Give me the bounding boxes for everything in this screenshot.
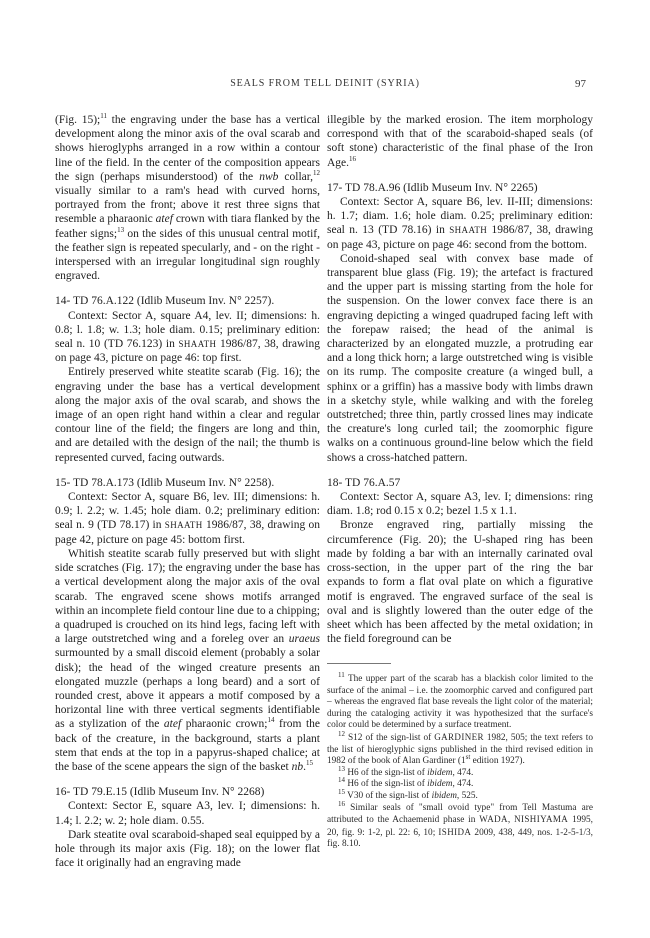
page-number: 97 [575, 78, 586, 90]
entry-description-18: Bronze engraved ring, partially missing the circumference (Fig. 20); the U-shaped ring has been made by folding a bar with an internally carinated oval cross-section, in the upper part of the ring the bar expands to form a flat oval plate on which a figurative motif is engraved. The engraved surface of the seal is oval and is slightly lowered than the outer edge of the sheet which has been affected by the metal oxidation; in the field foreground can be [327, 519, 593, 646]
footnote-12: $^{12}$ S12 of the sign-list of GARDINER 1982, 505; the text refers to the list of hieroglyphic signs published in the third revised edition in 1982 of the book of Alan Gardiner (1st edition 1927). [327, 729, 593, 767]
page-header [0, 78, 650, 94]
entry-description-17: Conoid-shaped seal with convex base made of transparent blue glass (Fig. 19); the artefact is fractured and the upper part is missing starting from the hole for the suspension. On the lower convex face there is an engraving depicting a winged quadruped facing left with the forepaw raised; the head of the animal is characterized by an elongated muzzle, a protruding ear and a long thick horn; a large outstretched wing is visible on its rump. The composite creature (a winged bull, a sphinx or a griffin) has a massive body with limbs drawn in a sketchy style, while walking and with the foreleg outstretched; three thin, partly crossed lines may indicate the creature's long curled tail; the zoomorphic figure walks on a continuous ground-line below which the field shows a cross-hatched pattern. [327, 252, 593, 464]
entry-title-14: 14- TD 76.A.122 (Idlib Museum Inv. N° 2257). [55, 295, 275, 308]
footnote-separator [327, 663, 391, 664]
footnote-ref[interactable]: 16 [349, 154, 357, 163]
running-title: SEALS FROM TELL DEINIT (SYRIA) [230, 78, 420, 89]
entry-title-15: 15- TD 78.A.173 (Idlib Museum Inv. N° 2258). [55, 476, 275, 489]
footnote-11: $^{11}$ The upper part of the scarab has a blackish color limited to the surface of the animal – i.e. the zoomorphic carved and configured part – whereas the engraved flat base reveals the light color of the material; during the cataloging activity it was hypothesized that the surface's color could be determined by a surface treatment. [327, 670, 593, 731]
entry-description-14: Entirely preserved white steatite scarab (Fig. 16); the engraving under the base has a vertical development along the major axis of the oval scarab, and shows the image of an open right hand within a clear and regular contour line of the field; the fingers are long and thin, and are detailed with the design of the nail; the thumb is represented curved, facing outwards. [55, 366, 320, 464]
entry-context-18: Context: Sector A, square A3, lev. I; dimensions: ring diam. 1.8; rod 0.15 x 0.2; bezel 1.5 x 1.1. [327, 491, 593, 518]
footnote-ref[interactable]: 12 [313, 168, 321, 177]
right-column [327, 113, 593, 646]
footnote-ref[interactable]: 14 [267, 716, 275, 725]
footnote-13: $^{13}$ H6 of the sign-list of ibidem, 474. [338, 764, 474, 778]
entry-description-16: Dark steatite oval scaraboid-shaped seal equipped by a hole through its major axis (Fig. 18); on the lower flat face it originally had an engraving made [55, 828, 320, 870]
entry-title-16: 16- TD 79.E.15 (Idlib Museum Inv. N° 2268) [55, 786, 265, 799]
footnote-16: $^{16}$ Similar seals of "small ovoid type" from Tell Mastuma are attributed to the Achaemenid phase in WADA, NISHIYAMA 1995, 20, fig. 9: 1-2, pl. 22: 6, 10; ISHIDA 2009, 438, 449, nos. 1-2-5-1/3, fig. 8.10. [327, 799, 594, 850]
entry-description-15: Whitish steatite scarab fully preserved but with slight side scratches (Fig. 17); the engraving under the base has a vertical development along the major axis of the oval scarab. The engraved scene shows motifs arranged within an incomplete field contour line due to a chipping; a quadruped is crouched on its hind legs, facing left with a large outstretched wing and a foreleg over an uraeus surmounted by a small discoid element (probably a solar disk); the head of the winged creature presents an elongated muzzle (perhaps a long beard) and a sort of rounded crest, above it appears a motif composed by a horizontal line with three vertical segments identifiable as a stylization of the atef pharaonic crown;$^{14}$ from the back of the creature, in the background, starts a plant stem that ends at the top in a papyrus-shaped chalice; at the base of the scene appears the sign of the basket nb.$^{15}$ [55, 547, 320, 773]
continued-paragraph: illegible by the marked erosion. The item morphology correspond with that of the scaraboid-shaped seals (of soft stone) characteristic of the final phase of the Iron Age.$^{16}$ [327, 114, 593, 169]
footnote-ref[interactable]: 15 [306, 759, 313, 768]
footnote-14: $^{14}$ H6 of the sign-list of ibidem, 474. [338, 776, 474, 790]
entry-context-14: Context: Sector A, square A4, lev. II; dimensions: h. 0.8; l. 1.8; w. 1.3; hole diam. 0.15; preliminary edition: seal n. 10 (TD 76.123) in SHAATH 1986/87, 38, drawing on page 43, picture on page 46: top first. [55, 309, 320, 365]
footnote-15: $^{15}$ V30 of the sign-list of ibidem, 525. [338, 787, 478, 801]
entry-context-17: Context: Sector A, square B6, lev. II-III; dimensions: h. 1.7; diam. 1.6; hole diam. 0.25; preliminary edition: seal n. 13 (TD 78.16) in SHAATH 1986/87, 38, drawing on page 43, picture on page 46: second from the bottom. [327, 196, 593, 251]
footnote-ref[interactable]: 11 [100, 112, 107, 121]
footnotes [327, 670, 594, 851]
footnote-ref[interactable]: 13 [117, 225, 125, 234]
entry-context-16: Context: Sector E, square A3, lev. I; dimensions: h. 1.4; l. 2.2; w. 2; hole diam. 0.55. [55, 800, 320, 827]
left-column [55, 113, 320, 870]
entry-context-15: Context: Sector A, square B6, lev. III; dimensions: h. 0.9; l. 2.2; w. 1.45; hole diam. 0.2; preliminary edition: seal n. 9 (TD 78.17) in SHAATH 1986/87, 38, drawing on page 42, picture on page 45: bottom first. [55, 491, 320, 546]
continued-paragraph: (Fig. 15);$^{11}$ the engraving under the base has a vertical development along the minor axis of the oval scarab and shows hieroglyphs arranged in a row within a contour line of the field. In the center of the composition appears the sign (perhaps misunderstood) of the nwb collar,$^{12}$ visually similar to a ram's head with curved horns, portrayed from the front; above it rest three signs that resemble a pharaonic atef crown with tiara flanked by the feather signs;$^{13}$ on the sides of this unusual central motif, the feather sign is repeated specularly, and - on the right - interspersed with an irregular longitudinal sign roughly engraved. [55, 112, 321, 283]
entry-title-18: 18- TD 76.A.57 [327, 476, 401, 489]
entry-title-17: 17- TD 78.A.96 (Idlib Museum Inv. N° 2265) [327, 181, 538, 194]
